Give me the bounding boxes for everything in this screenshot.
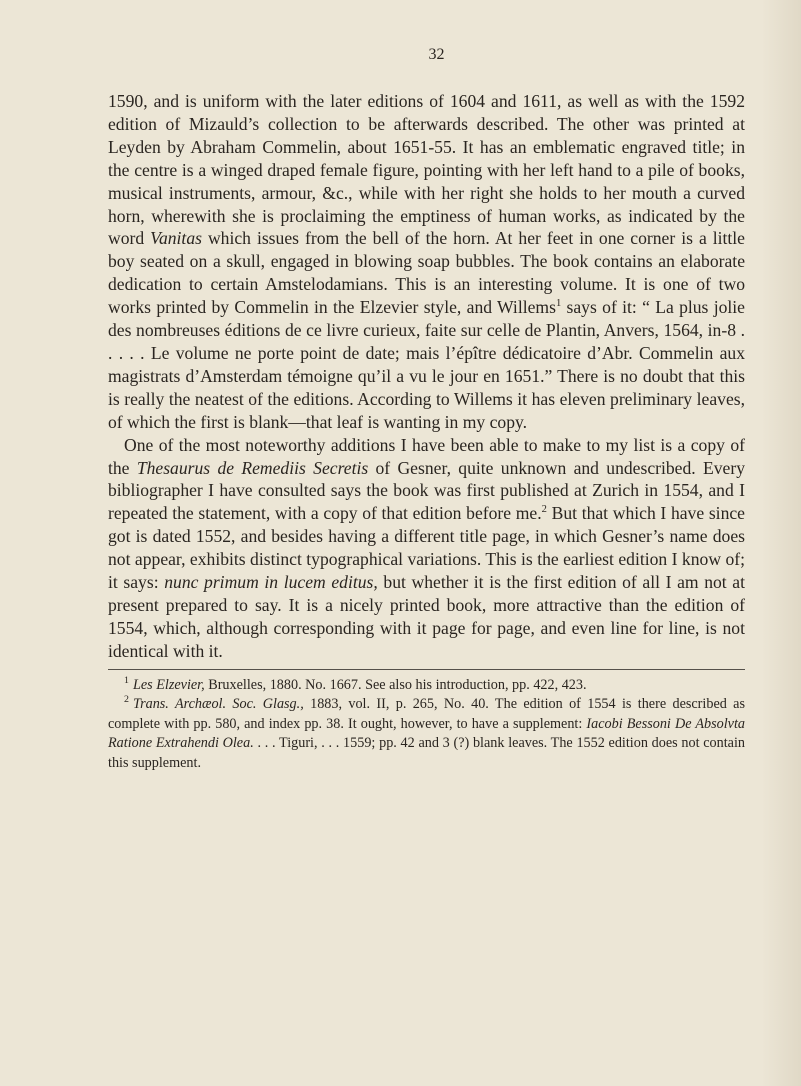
paragraph-vanitas-edition: 1590, and is uniform with the later editions of 1604 and 1611, as well as with the 1592 edition of Mizauld’s collection to be afterwards described. The other was printed at Leyden by Abraham Commelin, about 1651-55. It has an emblematic engraved title; in the centre is a winged draped female figure, pointing with her left hand to a pile of books, musical instruments, armour, &c., while with her right she holds to her mouth a curved horn, wherewith she is proclaiming the emptiness of human works, as indicated by the word Vanitas which issues from the bell of the horn. At her feet in one corner is a little boy seated on a skull, engaged in blowing soap bubbles. The book contains an elaborate dedication to certain Amstelodamians. This is an interesting volume. It is one of two works printed by Commelin in the Elzevier style, and Willems$^1$ says of it: “ La plus jolie des nombreuses éditions de ce livre curieux, faite sur celle de Plantin, Anvers, 1564, in-8 . . . . . Le volume ne porte point de date; mais l’épître dédicatoire d’Abr. Commelin aux magistrats d’Amsterdam témoigne qu’il a vu le jour en 1651.” There is no doubt that this is really the neatest of the editions. According to Willems it has eleven preliminary leaves, of which the first is blank—that leaf is wanting in my copy. bbox=[108, 91, 745, 432]
footnote-ref-2[interactable]: 2 bbox=[541, 504, 547, 516]
footnote-1: $^1$ Les Elzevier, Bruxelles, 1880. No. 1667. See also his introduction, pp. 422, 423. bbox=[124, 674, 587, 693]
footnote-ref-1[interactable]: 1 bbox=[555, 298, 562, 310]
footnotes bbox=[108, 676, 745, 774]
footnote-2: $^2$ Trans. Archæol. Soc. Glasg., 1883, vol. II, p. 265, No. 40. The edition of 1554 is there described as complete with pp. 580, and index pp. 38. It ought, however, to have a supplement: Iacobi Bessoni De Absolvta Ratione Extrahendi Olea. . . . Tiguri, . . . 1559; pp. 42 and 3 (?) blank leaves. The 1552 edition does not contain this supplement. bbox=[108, 694, 746, 771]
paragraph-gesner-thesaurus: One of the most noteworthy additions I have been able to make to my list is a copy of the Thesaurus de Remediis Secretis of Gesner, quite unknown and undescribed. Every bibliographer I have consulted says the book was first published at Zurich in 1554, and I repeated the statement, with a copy of that edition before me.$^2$ But that which I have since got is dated 1552, and besides having a different title page, in which Gesner’s name does not appear, exhibits distinct typographical variations. This is the earliest edition I know of; it says: nunc primum in lucem editus, but whether it is the first edition of all I am not at present prepared to say. It is a nicely printed book, more attractive than the edition of 1554, which, although corresponding with it page for page, and even line for line, is not identical with it. bbox=[108, 434, 746, 661]
body-text bbox=[108, 90, 745, 663]
page-edge-shadow bbox=[761, 0, 801, 1086]
footnote-divider bbox=[108, 669, 745, 670]
latin-quote: nunc primum in lucem editus, bbox=[164, 572, 378, 593]
vanitas-word: Vanitas bbox=[150, 228, 202, 249]
page-number: 32 bbox=[428, 46, 445, 63]
thesaurus-title: Thesaurus de Remediis Secretis bbox=[136, 457, 369, 478]
